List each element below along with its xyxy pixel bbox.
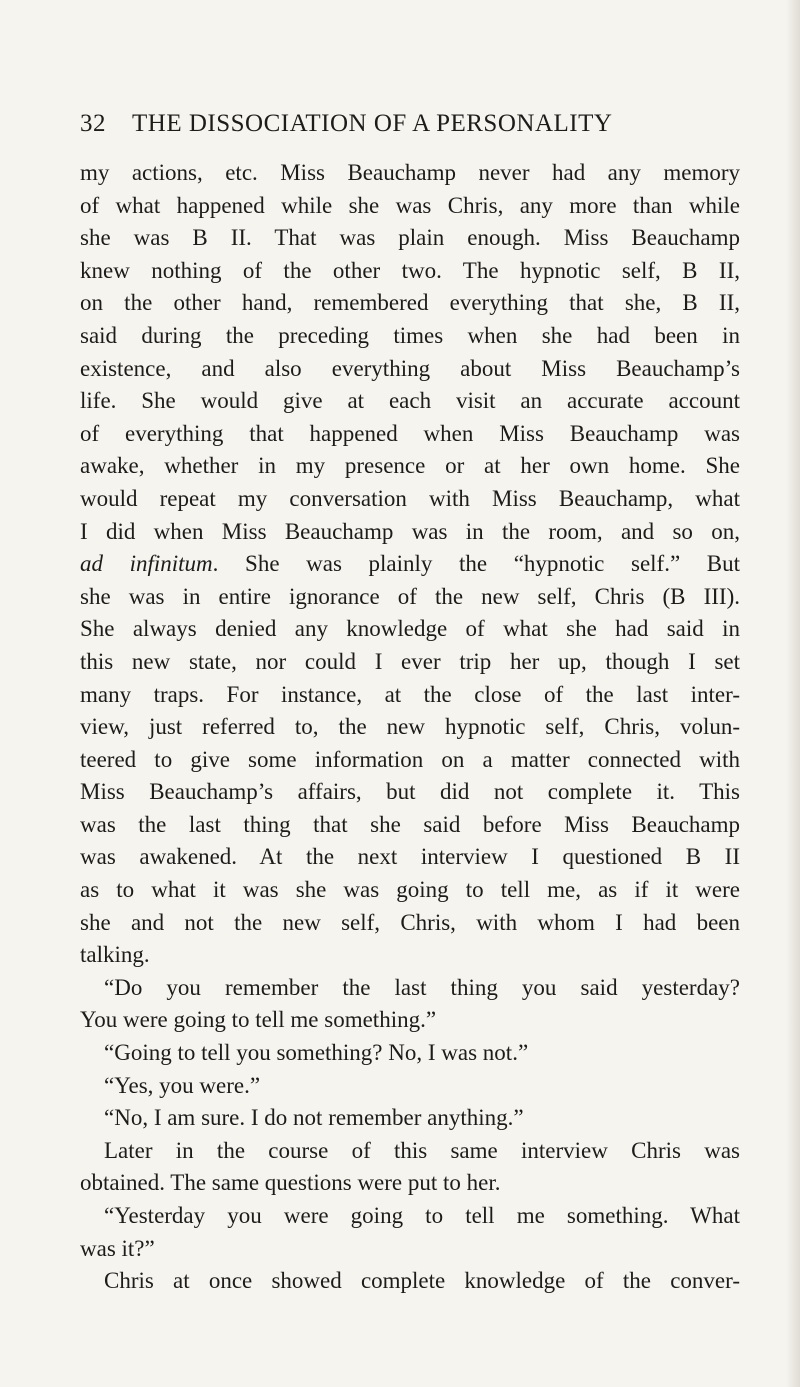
running-head — [80, 110, 740, 146]
text-line: of what happened while she was Chris, any more than while — [80, 192, 740, 218]
text-line: Later in the course of this same interview Chris was — [104, 1137, 740, 1163]
text-line: “No, I am sure. I do not remember anything.” — [104, 1105, 524, 1131]
text-line: she was B II. That was plain enough. Miss Beauchamp — [80, 225, 740, 251]
text-line: “Yesterday you were going to tell me something. What — [104, 1203, 740, 1228]
text-line: existence, and also everything about Miss Beauchamp’s — [80, 355, 740, 381]
text-line: awake, whether in my presence or at her own home. She — [80, 453, 740, 479]
text-line: she and not the new self, Chris, with whom I had been — [80, 909, 740, 935]
text-line: said during the preceding times when she had been in — [80, 322, 740, 348]
text-line: “Yes, you were.” — [104, 1072, 261, 1098]
text-line: was awakened. At the next interview I questioned B II — [80, 844, 740, 870]
text-line: on the other hand, remembered everything that she, B II, — [80, 290, 740, 316]
text-line: she was in entire ignorance of the new self, Chris (B III). — [80, 583, 740, 609]
text-line: was it?” — [80, 1235, 155, 1261]
text-line: Miss Beauchamp’s affairs, but did not complete it. This — [80, 779, 740, 805]
text-line: obtained. The same questions were put to her. — [80, 1170, 501, 1196]
text-line: view, just referred to, the new hypnotic self, Chris, volun- — [80, 714, 740, 740]
text-line: She always denied any knowledge of what she had said in — [80, 616, 740, 642]
page-edge-shadow — [786, 0, 800, 1387]
text-line: would repeat my conversation with Miss Beauchamp, what — [80, 485, 740, 511]
text-line: Chris at once showed complete knowledge of the conver- — [104, 1268, 740, 1294]
text-line: ad infinitum. She was plainly the “hypnotic self.” But — [80, 551, 741, 577]
page-number: 32 — [80, 110, 106, 137]
text-line: as to what it was she was going to tell me, as if it were — [80, 877, 740, 903]
text-line: my actions, etc. Miss Beauchamp never had any memory — [80, 160, 740, 185]
text-line: was the last thing that she said before Miss Beauchamp — [80, 811, 740, 837]
running-title: THE DISSOCIATION OF A PERSONALITY — [132, 110, 613, 137]
text-line: of everything that happened when Miss Beauchamp was — [80, 420, 740, 446]
body-text — [80, 157, 740, 1298]
text-line: “Do you remember the last thing you said yesterday? — [104, 974, 740, 1000]
text-line: talking. — [80, 942, 150, 968]
text-line: I did when Miss Beauchamp was in the room, and so on, — [80, 518, 740, 544]
text-line: knew nothing of the other two. The hypnotic self, B II, — [80, 257, 740, 283]
text-line: teered to give some information on a matter connected with — [80, 746, 740, 772]
text-line: this new state, nor could I ever trip her up, though I set — [80, 648, 740, 674]
text-line: life. She would give at each visit an accurate account — [80, 388, 740, 414]
text-line: many traps. For instance, at the close of the last inter- — [80, 681, 740, 707]
text-line: You were going to tell me something.” — [80, 1007, 437, 1033]
text-line: “Going to tell you something? No, I was not.” — [104, 1040, 529, 1066]
